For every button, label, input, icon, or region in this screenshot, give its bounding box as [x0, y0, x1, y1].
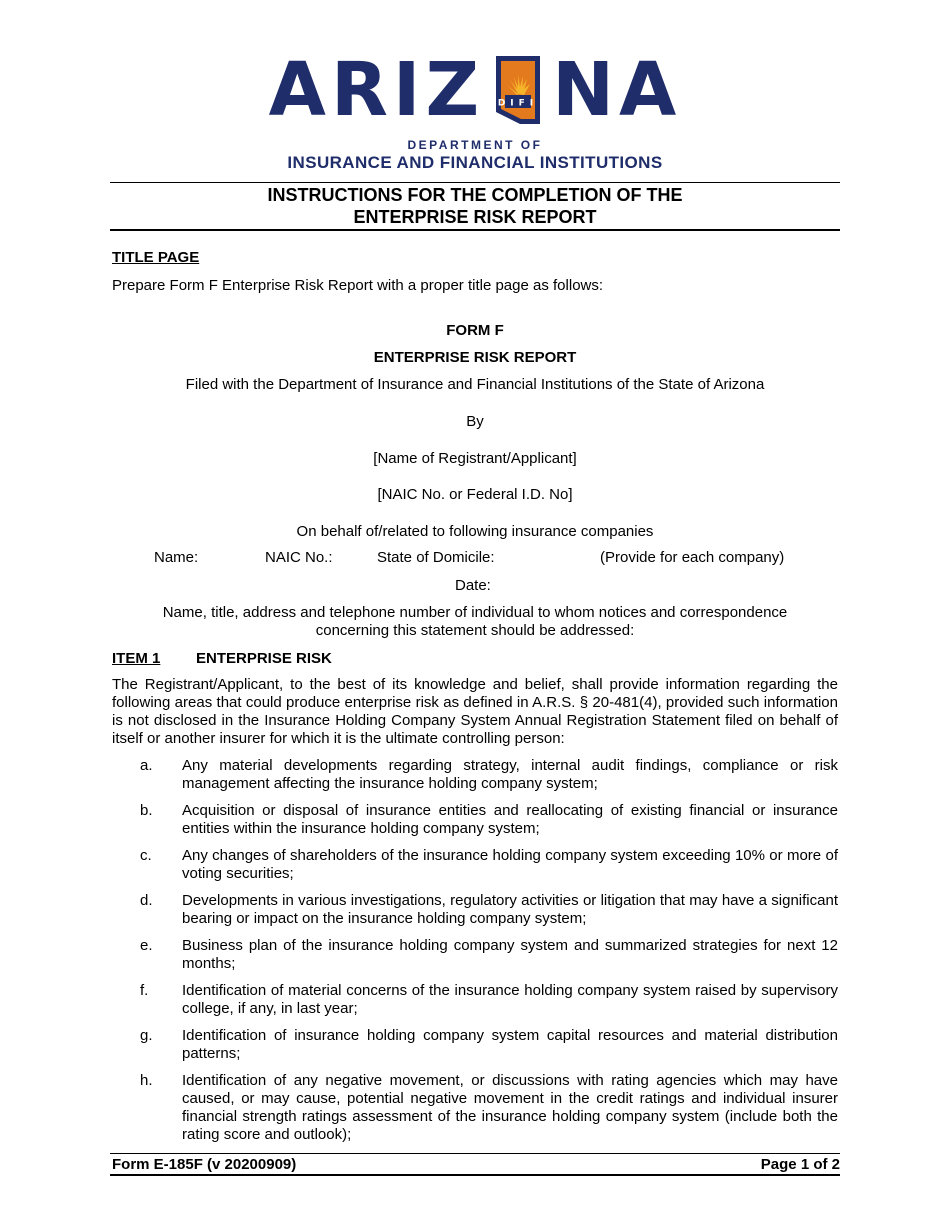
- title-page-intro: Prepare Form F Enterprise Risk Report with a proper title page as follows:: [112, 277, 604, 294]
- list-item-text: Acquisition or disposal of insurance entities and reallocating of existing financial or insurance entities within the insurance holding company system;: [182, 802, 838, 837]
- date-label: Date:: [455, 577, 491, 594]
- list-item-label: b.: [140, 802, 153, 819]
- list-item-text: Identification of material concerns of the insurance holding company system raised by supervisory college, if any, in last year;: [182, 982, 838, 1017]
- title-divider: [110, 229, 840, 231]
- logo-wordmark: [268, 47, 682, 133]
- footer-page-number: Page 1 of 2: [760, 1156, 840, 1173]
- header-divider: [110, 182, 840, 183]
- list-item-label: g.: [140, 1027, 153, 1044]
- footer-top-divider: [110, 1153, 840, 1154]
- item-paragraph: The Registrant/Applicant, to the best of its knowledge and belief, shall provide information regarding the following areas that could produce enterprise risk as defined in A.R.S. § 20-481(4), provided such information is not disclosed in the Insurance Holding Company System Annual Registration Statement filed on behalf of itself or another insurer for which it is the ultimate controlling person:: [112, 676, 838, 747]
- list-item-label: e.: [140, 937, 153, 954]
- footer-form-id: Form E-185F (v 20200909): [112, 1156, 297, 1173]
- logo-text-right: NA: [552, 47, 682, 133]
- field-provide-note: (Provide for each company): [600, 549, 785, 566]
- filed-with-line: Filed with the Department of Insurance and Financial Institutions of the State of Arizona: [185, 376, 765, 393]
- naic-placeholder: [NAIC No. or Federal I.D. No]: [377, 486, 573, 503]
- list-item-text: Any changes of shareholders of the insurance holding company system exceeding 10% or more of voting securities;: [182, 847, 838, 882]
- contact-instruction-line2: concerning this statement should be addressed:: [315, 622, 635, 639]
- list-item-text: Identification of any negative movement, or discussions with rating agencies which may have caused, or may cause, potential negative movement in the credit ratings and individual insurer financial strength ratings assessment of the insurance holding company system (include both the rating score and outlook);: [182, 1072, 838, 1143]
- document-title-line1: INSTRUCTIONS FOR THE COMPLETION OF THE: [267, 185, 683, 205]
- arizona-state-icon: [490, 50, 546, 130]
- document-title-line2: ENTERPRISE RISK REPORT: [353, 207, 597, 227]
- registrant-placeholder: [Name of Registrant/Applicant]: [373, 450, 577, 467]
- list-item-text: Any material developments regarding strategy, internal audit findings, compliance or risk management affecting the insurance holding company system;: [182, 757, 838, 792]
- list-item-text: Developments in various investigations, regulatory activities or litigation that may have a significant bearing or impact on the insurance holding company system;: [182, 892, 838, 927]
- item-number: ITEM 1: [112, 650, 161, 667]
- list-item-label: c.: [140, 847, 152, 864]
- by-line: By: [466, 413, 484, 430]
- item-title: ENTERPRISE RISK: [196, 650, 332, 667]
- list-item-label: a.: [140, 757, 153, 774]
- list-item-text: Identification of insurance holding company system capital resources and material distribution patterns;: [182, 1027, 838, 1062]
- list-item-label: h.: [140, 1072, 153, 1089]
- field-name-label: Name:: [154, 549, 199, 566]
- list-item-text: Business plan of the insurance holding company system and summarized strategies for next 12 months;: [182, 937, 838, 972]
- department-name: INSURANCE AND FINANCIAL INSTITUTIONS: [287, 153, 663, 172]
- list-item-label: d.: [140, 892, 153, 909]
- on-behalf-line: On behalf of/related to following insurance companies: [296, 523, 654, 540]
- footer-bottom-divider: [110, 1174, 840, 1176]
- document-title: [110, 184, 840, 228]
- report-name: ENTERPRISE RISK REPORT: [373, 349, 577, 366]
- section-heading-title-page: TITLE PAGE: [112, 249, 200, 266]
- field-naic-label: NAIC No.:: [265, 549, 333, 566]
- agency-logo: [0, 47, 950, 133]
- contact-instruction-line1: Name, title, address and telephone number of individual to whom notices and correspondence: [162, 604, 788, 621]
- department-label: DEPARTMENT OF: [407, 138, 543, 152]
- form-label: FORM F: [446, 322, 504, 339]
- logo-badge-text: DIFI: [497, 98, 539, 109]
- logo-text-left: ARIZ: [268, 47, 485, 133]
- field-domicile-label: State of Domicile:: [377, 549, 495, 566]
- list-item-label: f.: [140, 982, 149, 999]
